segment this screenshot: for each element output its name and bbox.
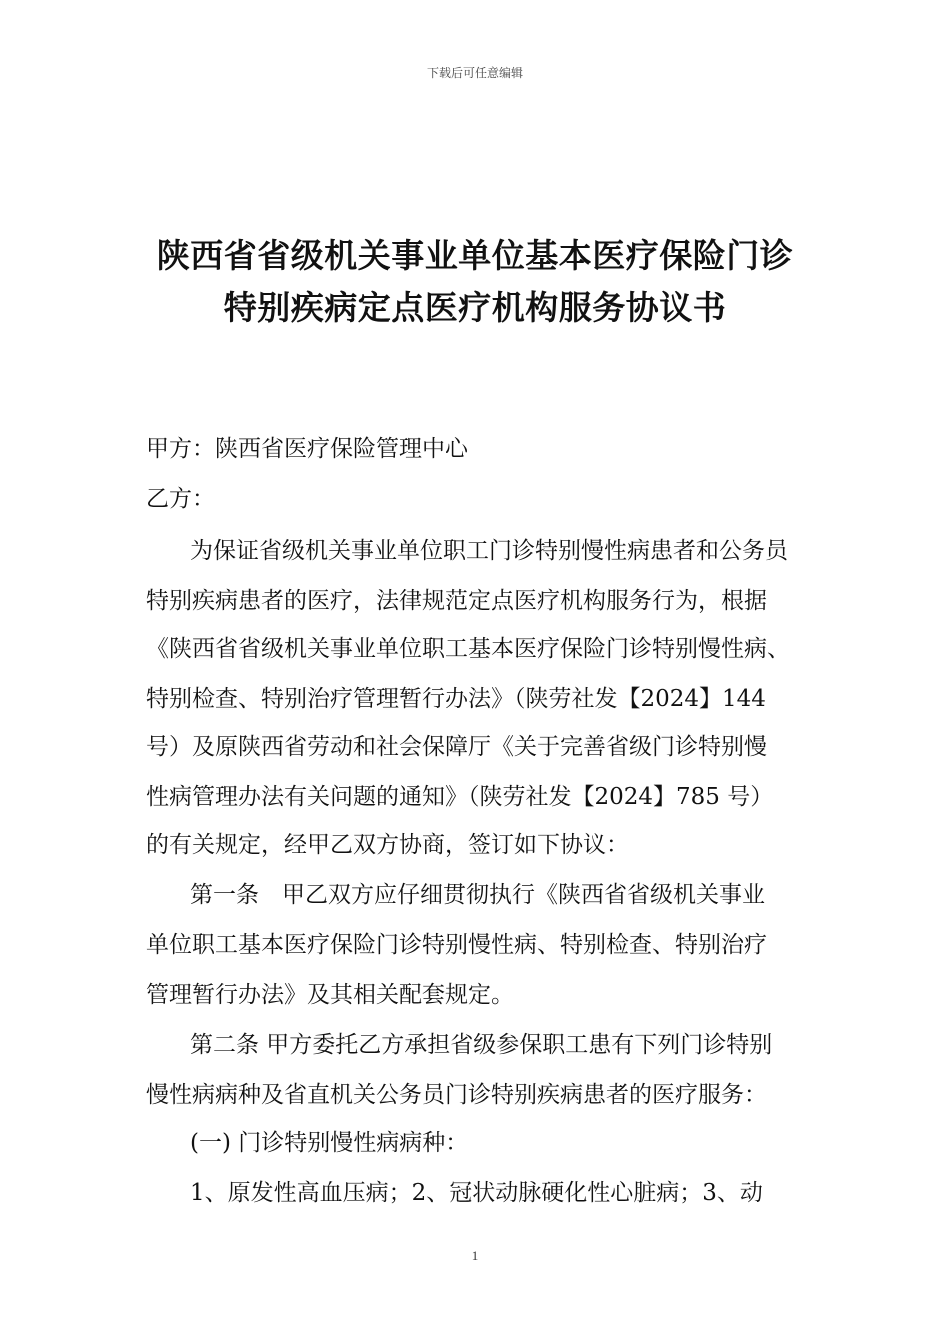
paragraph-line: 特别疾病患者的医疗，法律规范定点医疗机构服务行为，根据 [146, 588, 767, 614]
article-two-line: 第二条 甲方委托乙方承担省级参保职工患有下列门诊特别 [190, 1032, 773, 1058]
article-one-line: 第一条 甲乙双方应仔细贯彻执行《陕西省省级机关事业 [190, 882, 765, 908]
page-number: 1 [471, 1248, 479, 1263]
article-one-line: 管理暂行办法》及其相关配套规定。 [146, 982, 514, 1008]
article-one-line: 单位职工基本医疗保险门诊特别慢性病、特别检查、特别治疗 [146, 932, 767, 958]
article-two-line: 慢性病病种及省直机关公务员门诊特别疾病患者的医疗服务： [146, 1082, 767, 1108]
document-title-line-1: 陕西省省级机关事业单位基本医疗保险门诊 [156, 236, 794, 275]
party-b: 乙方： [146, 486, 215, 512]
paragraph-line: 特别检查、特别治疗管理暂行办法》（陕劳社发【2024】144 [146, 686, 766, 712]
list-item-line: 1、原发性高血压病；2、冠状动脉硬化性心脏病；3、动 [190, 1180, 763, 1206]
list-heading: (一) 门诊特别慢性病病种： [190, 1130, 469, 1156]
paragraph-line: 号）及原陕西省劳动和社会保障厅《关于完善省级门诊特别慢 [146, 734, 767, 760]
paragraph-line: 的有关规定，经甲乙双方协商，签订如下协议： [146, 832, 629, 858]
party-a: 甲方：陕西省医疗保险管理中心 [146, 436, 468, 462]
document-title-line-2: 特别疾病定点医疗机构服务协议书 [223, 288, 727, 327]
paragraph-line: 为保证省级机关事业单位职工门诊特别慢性病患者和公务员 [190, 538, 788, 564]
header-note: 下载后可任意编辑 [426, 66, 523, 80]
paragraph-line: 《陕西省省级机关事业单位职工基本医疗保险门诊特别慢性病、 [146, 636, 790, 662]
paragraph-line: 性病管理办法有关问题的通知》（陕劳社发【2024】785 号） [146, 784, 774, 810]
